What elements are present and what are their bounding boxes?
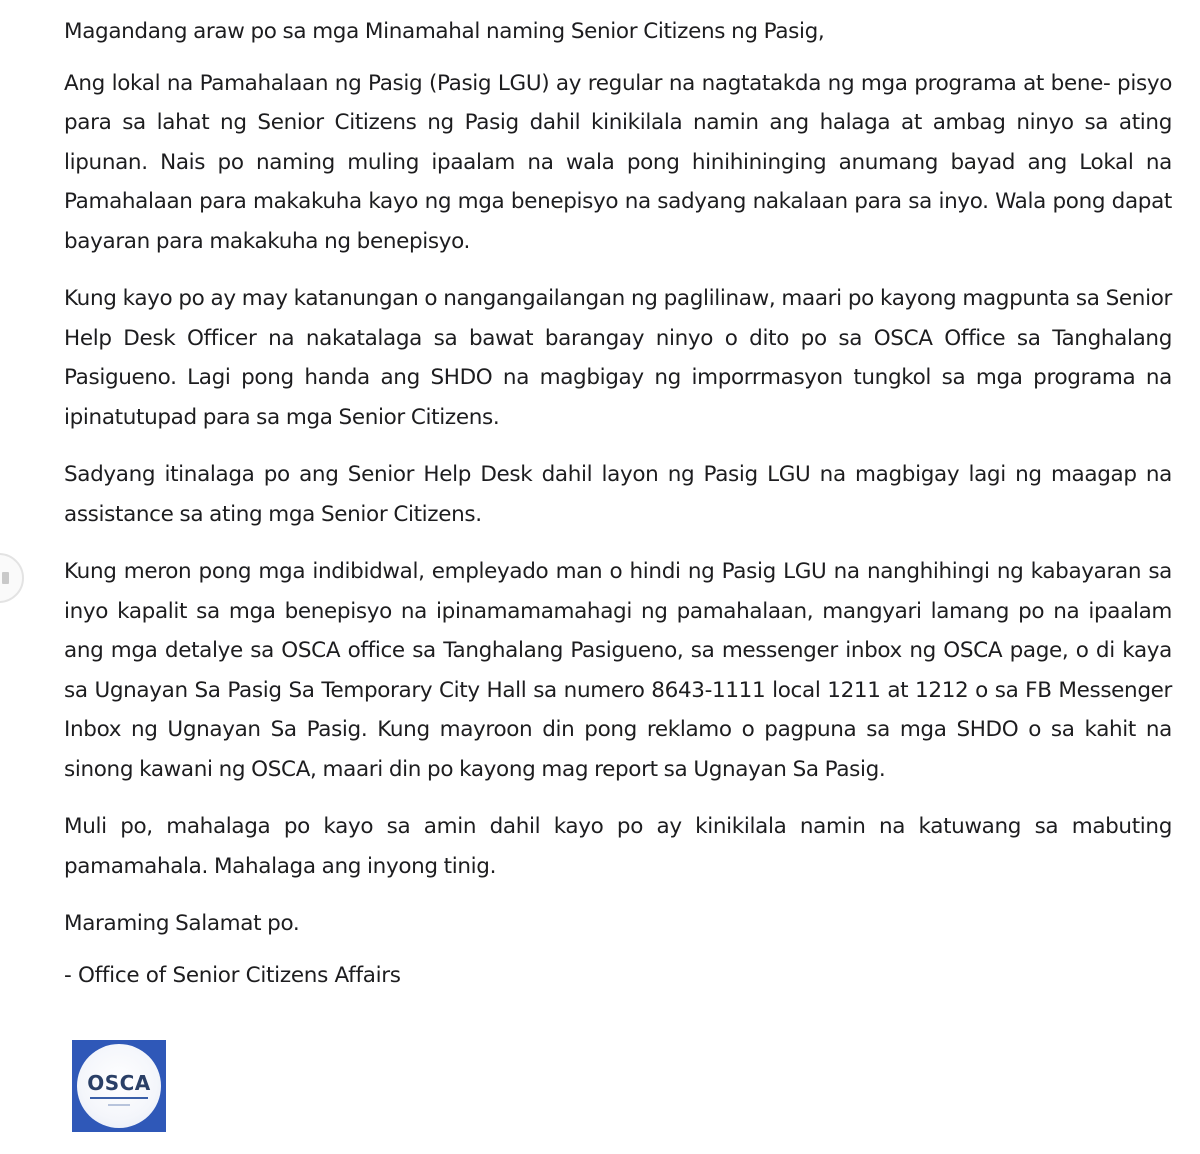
signature: - Office of Senior Citizens Affairs <box>64 962 401 988</box>
paragraph-purpose: Sadyang itinalaga po ang Senior Help Desk dahil layon ng Pasig LGU na magbigay lagi ng maagap na assistance sa ating mga Senior Citizens. <box>64 462 1172 527</box>
closing: Maraming Salamat po. <box>64 911 300 936</box>
logo-subline <box>108 1104 130 1106</box>
logo-text: OSCA <box>87 1071 151 1095</box>
greeting: Magandang araw po sa mga Minamahal naming Senior Citizens ng Pasig, <box>64 19 825 44</box>
paragraph-benefits: Ang lokal na Pamahalaan ng Pasig (Pasig LGU) ay regular na nagtatakda ng mga programa at bene- pisyo para sa lahat ng Senior Citizens ng Pasig dahil kinikilala namin ang halaga at ambag ninyo sa ating lipunan. Nais po naming muling ipaalam na wala pong hinihininging anumang bayad ang Lokal na Pamahalaan para makakuha kayo ng mga benepisyo na sadyang nakalaan para sa inyo. Wala pong dapat bayaran para makakuha ng benepisyo. <box>64 70 1172 254</box>
logo-rule <box>90 1097 148 1099</box>
collapse-tab-icon[interactable] <box>0 553 24 603</box>
paragraph-report: Kung meron pong mga indibidwal, empleyado man o hindi ng Pasig LGU na nanghihingi ng kabayaran sa inyo kapalit sa mga benepisyo na ipinamamamahagi ng pamahalaan, mangyari lamang po na ipaalam ang mga detalye sa OSCA office sa Tanghalang Pasigueno, sa messenger inbox ng OSCA page, o di kaya sa Ugnayan Sa Pasig Sa Temporary City Hall sa numero 8643-1111 local 1211 at 1212 o sa FB Messenger Inbox ng Ugnayan Sa Pasig. Kung mayroon din pong reklamo o pagpuna sa mga SHDO o sa kahit na sinong kawani ng OSCA, maari din po kayong mag report sa Ugnayan Sa Pasig. <box>64 559 1172 782</box>
paragraph-importance: Muli po, mahalaga po kayo sa amin dahil kayo po ay kinikilala namin na katuwang sa mabuting pamamahala. Mahalaga ang inyong tinig. <box>64 814 1172 879</box>
paragraph-help-desk: Kung kayo po ay may katanungan o nangangailangan ng paglilinaw, maari po kayong magpunta sa Senior Help Desk Officer na nakatalaga sa bawat barangay ninyo o dito po sa OSCA Office sa Tanghalang Pasigueno. Lagi pong handa ang SHDO na magbigay ng imporrmasyon tungkol sa mga programa na ipinatutupad para sa mga Senior Citizens. <box>64 286 1172 430</box>
letter-body <box>64 12 1172 994</box>
logo-seal <box>77 1044 161 1128</box>
osca-logo-icon <box>72 1040 166 1132</box>
